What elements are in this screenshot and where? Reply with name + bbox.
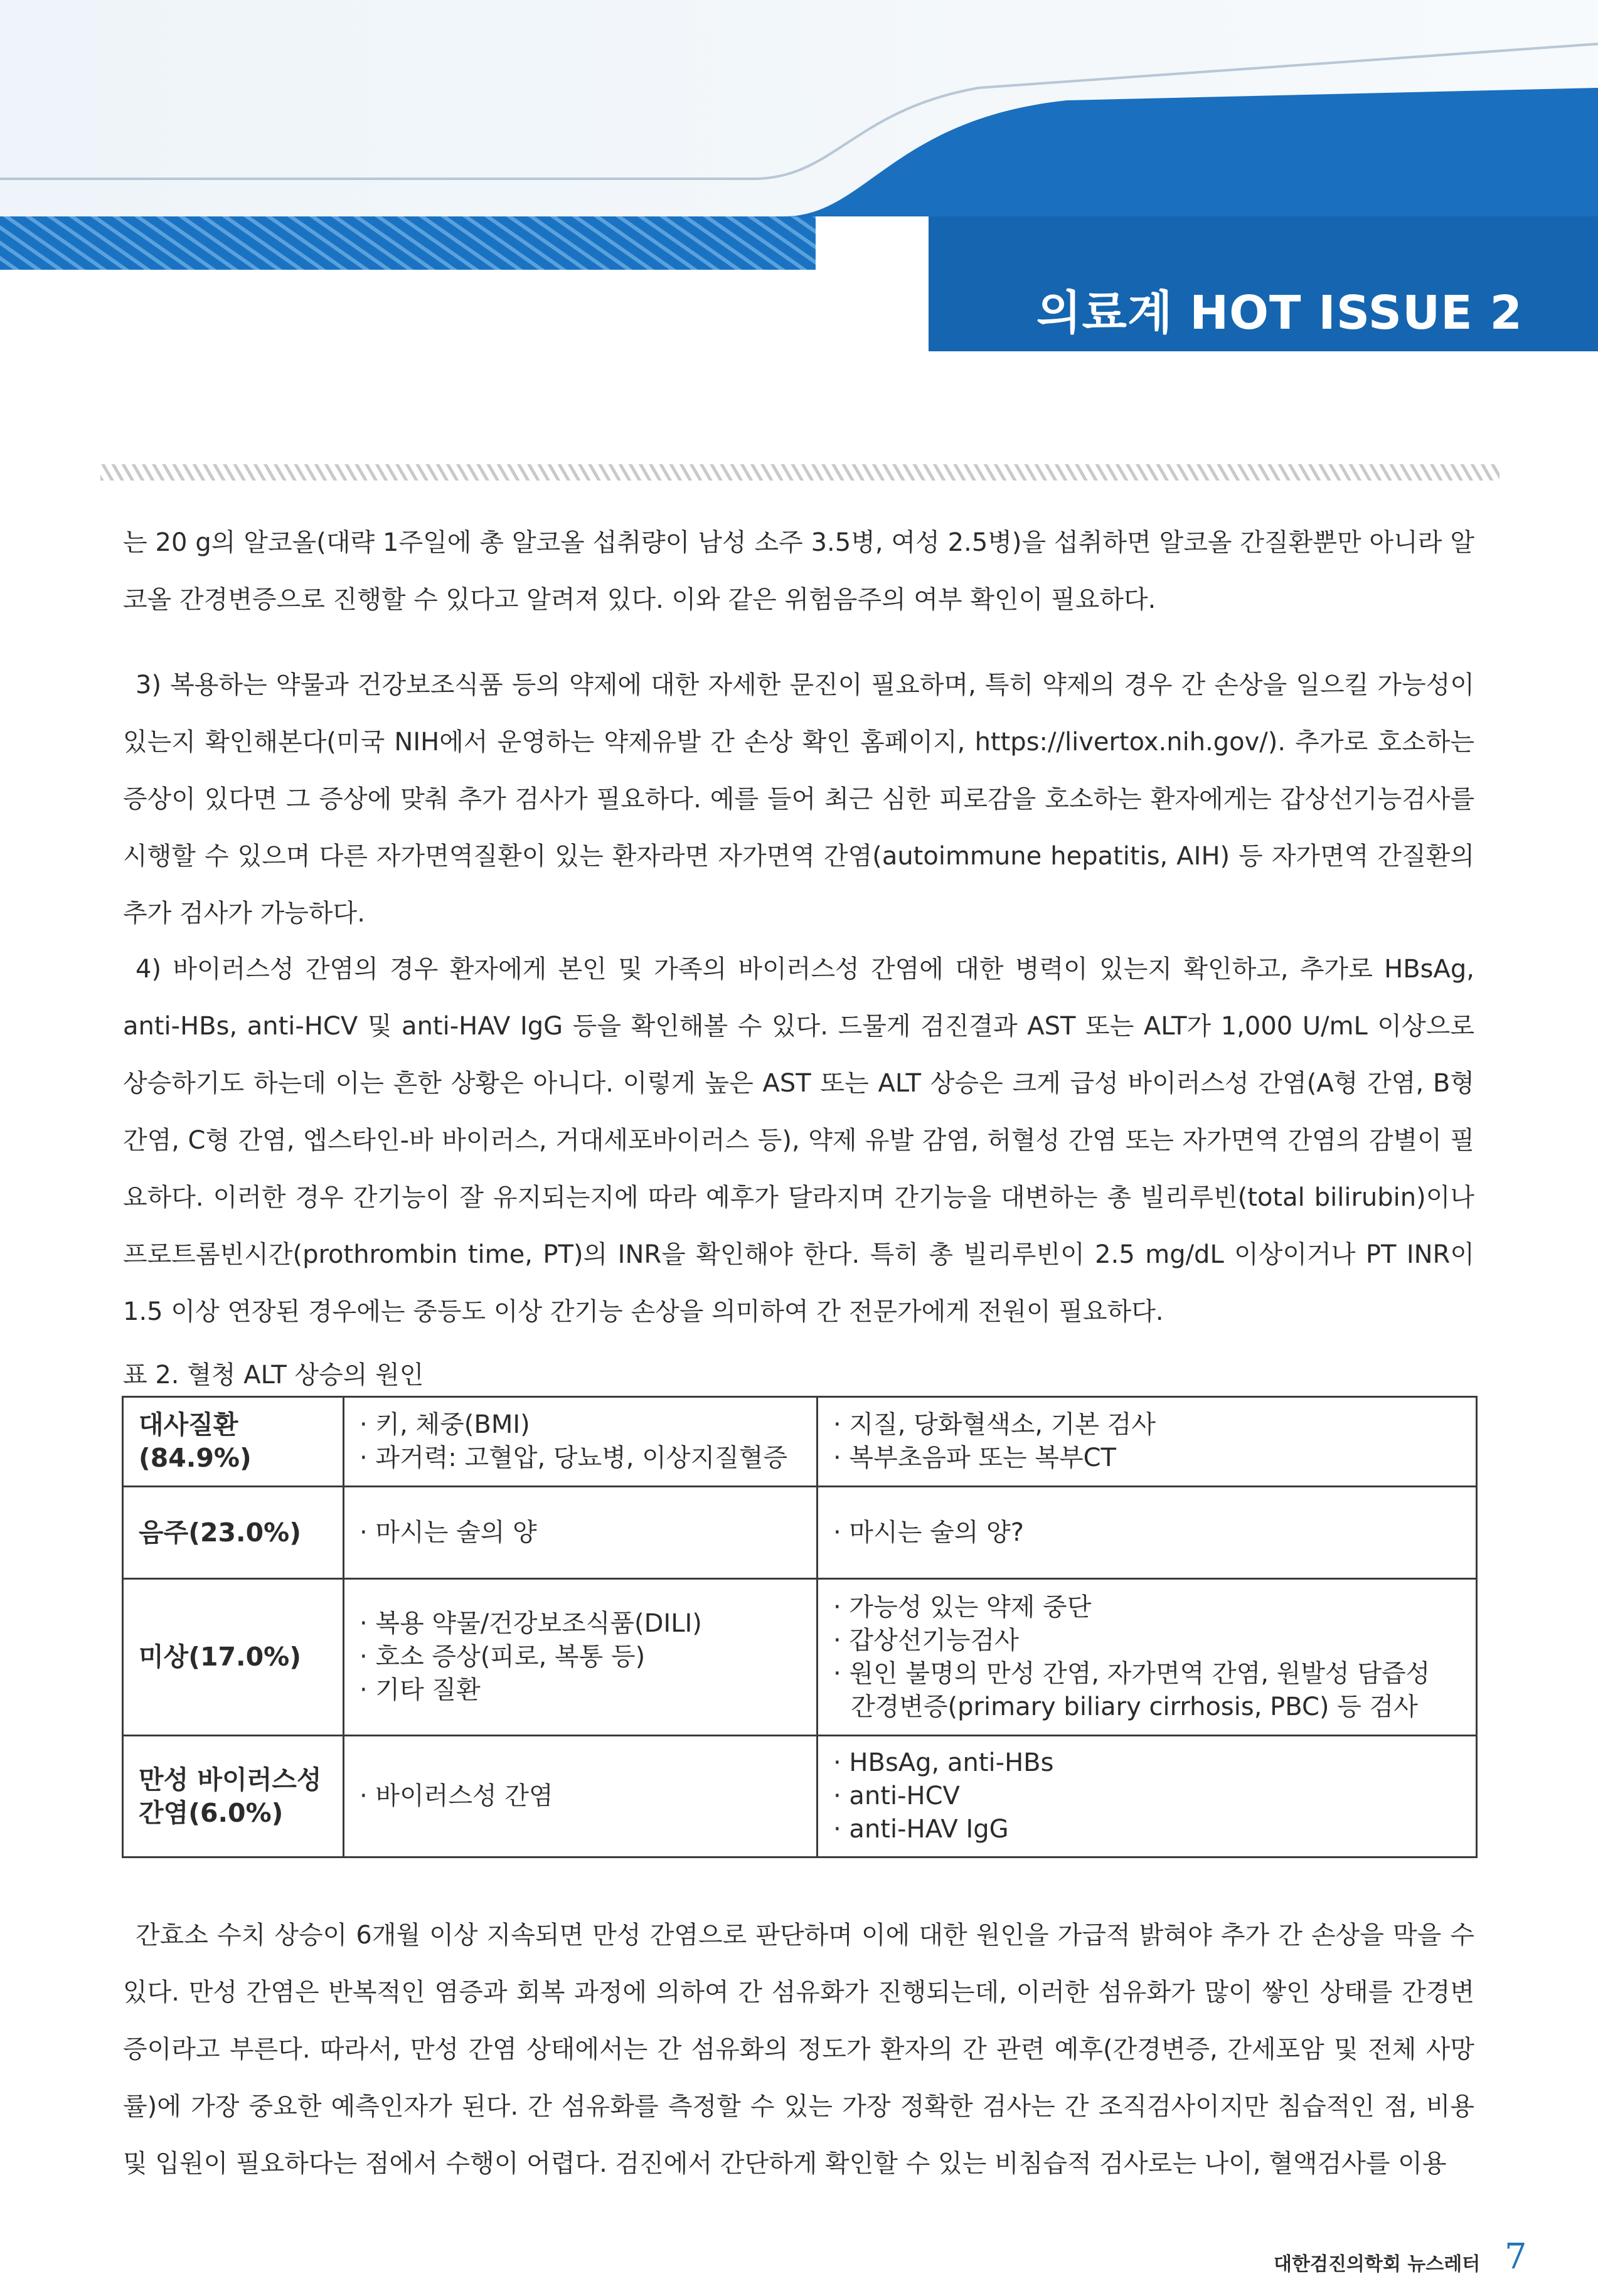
paragraph: 3) 복용하는 약물과 건강보조식품 등의 약제에 대한 자세한 문진이 필요하며, 특히 약제의 경우 간 손상을 일으킬 가능성이 있는지 확인해본다(미국 NIH에서 운영하는 약제유발 간 손상 확인 홈페이지, https://livertox.nih.gov/). 추가로 호소하는 증상이 있다면 그 증상에 맞춰 추가 검사가 필요하다. 예를 들어 최근 심한 피로감을 호소하는 환자에게는 갑상선기능검사를 시행할 수 있으며 다른 자가면역질환이 있는 환자라면 자가면역 간염(autoimmune hepatitis, AIH) 등 자가면역 간질환의 추가 검사가 가능하다. (123, 671, 1474, 928)
section-tag: 의료계 HOT ISSUE 2 (1036, 286, 1523, 340)
tests-cell (818, 1736, 1477, 1858)
tests-cell (818, 1487, 1477, 1579)
list-item: · anti-HCV (833, 1782, 960, 1810)
list-item: · anti-HAV IgG (833, 1815, 1009, 1844)
list-item: · 과거력: 고혈압, 당뇨병, 이상지질혈증 (360, 1443, 788, 1472)
history-cell (344, 1736, 818, 1858)
paragraph: 간효소 수치 상승이 6개월 이상 지속되면 만성 간염으로 판단하며 이에 대한 원인을 가급적 밝혀야 추가 간 손상을 막을 수 있다. 만성 간염은 반복적인 염증과 회복 과정에 의하여 간 섬유화가 진행되는데, 이러한 섬유화가 많이 쌓인 상태를 간경변증이라고 부른다. 따라서, 만성 간염 상태에서는 간 섬유화의 정도가 환자의 간 관련 예후(간경변증, 간세포암 및 전체 사망률)에 가장 중요한 예측인자가 된다. 간 섬유화를 측정할 수 있는 가장 정확한 검사는 간 조직검사이지만 침습적인 점, 비용 및 입원이 필요하다는 점에서 수행이 어렵다. 검진에서 간단하게 확인할 수 있는 비침습적 검사로는 나이, 혈액검사를 이용 (123, 1921, 1474, 2178)
cause-cell: 미상(17.0%) (123, 1579, 344, 1736)
tests-cell (818, 1579, 1477, 1736)
list-item: · 키, 체중(BMI) (360, 1410, 530, 1439)
paragraph: 4) 바이러스성 간염의 경우 환자에게 본인 및 가족의 바이러스성 간염에 대한 병력이 있는지 확인하고, 추가로 HBsAg, anti-HBs, anti-HCV 및 anti-HAV IgG 등을 확인해볼 수 있다. 드물게 검진결과 AST 또는 ALT가 1,000 U/mL 이상으로 상승하기도 하는데 이는 흔한 상황은 아니다. 이렇게 높은 AST 또는 ALT 상승은 크게 급성 바이러스성 간염(A형 간염, B형 간염, C형 간염, 엡스타인-바 바이러스, 거대세포바이러스 등), 약제 유발 감염, 허혈성 간염 또는 자가면역 간염의 감별이 필요하다. 이러한 경우 간기능이 잘 유지되는지에 따라 예후가 달라지며 간기능을 대변하는 총 빌리루빈(total bilirubin)이나 프로트롬빈시간(prothrombin time, PT)의 INR을 확인해야 한다. 특히 총 빌리루빈이 2.5 mg/dL 이상이거나 PT INR이 1.5 이상 연장된 경우에는 중등도 이상 간기능 손상을 의미하여 간 전문가에게 전원이 필요하다. (123, 955, 1474, 1326)
cause-cell: 음주(23.0%) (123, 1487, 344, 1579)
list-item: · 원인 불명의 만성 간염, 자가면역 간염, 원발성 담즙성 (833, 1659, 1430, 1688)
cause-cell: 대사질환(84.9%) (123, 1397, 344, 1487)
newsletter-name: 대한검진의학회 뉴스레터 (1274, 2253, 1481, 2275)
cause-cell: 만성 바이러스성 간염(6.0%) (123, 1736, 344, 1858)
history-cell (344, 1487, 818, 1579)
list-item: · 지질, 당화혈색소, 기본 검사 (833, 1410, 1156, 1439)
list-item: · 마시는 술의 양 (360, 1517, 537, 1547)
list-item: · 복용 약물/건강보조식품(DILI) (360, 1609, 702, 1638)
list-item: · 마시는 술의 양? (833, 1517, 1024, 1547)
list-item: · 갑상선기능검사 (833, 1625, 1019, 1655)
list-item: · HBsAg, anti-HBs (833, 1748, 1054, 1777)
history-cell (344, 1579, 818, 1736)
list-item: · 가능성 있는 약제 중단 (833, 1592, 1092, 1622)
paragraph: 는 20 g의 알코올(대략 1주일에 총 알코올 섭취량이 남성 소주 3.5병, 여성 2.5병)을 섭취하면 알코올 간질환뿐만 아니라 알코올 간경변증으로 진행할 수 있다고 알려져 있다. 이와 같은 위험음주의 여부 확인이 필요하다. (123, 528, 1474, 614)
page-number: 7 (1505, 2236, 1527, 2277)
history-cell (344, 1397, 818, 1487)
list-item: · 기타 질환 (360, 1676, 481, 1704)
table-row (123, 1397, 1477, 1487)
table-caption: 표 2. 혈청 ALT 상승의 원인 (123, 1361, 424, 1390)
table-row (123, 1736, 1477, 1858)
alt-causes-table (122, 1396, 1478, 1858)
tests-cell (818, 1397, 1477, 1487)
divider-hatch (100, 464, 1499, 481)
list-item: · 복부초음파 또는 복부CT (833, 1443, 1116, 1472)
list-item: · 바이러스성 간염 (360, 1782, 553, 1810)
list-item: · 호소 증상(피로, 복통 등) (360, 1642, 646, 1671)
table-row (123, 1579, 1477, 1736)
table-row (123, 1487, 1477, 1579)
list-item: 간경변증(primary biliary cirrhosis, PBC) 등 검사 (851, 1692, 1418, 1721)
